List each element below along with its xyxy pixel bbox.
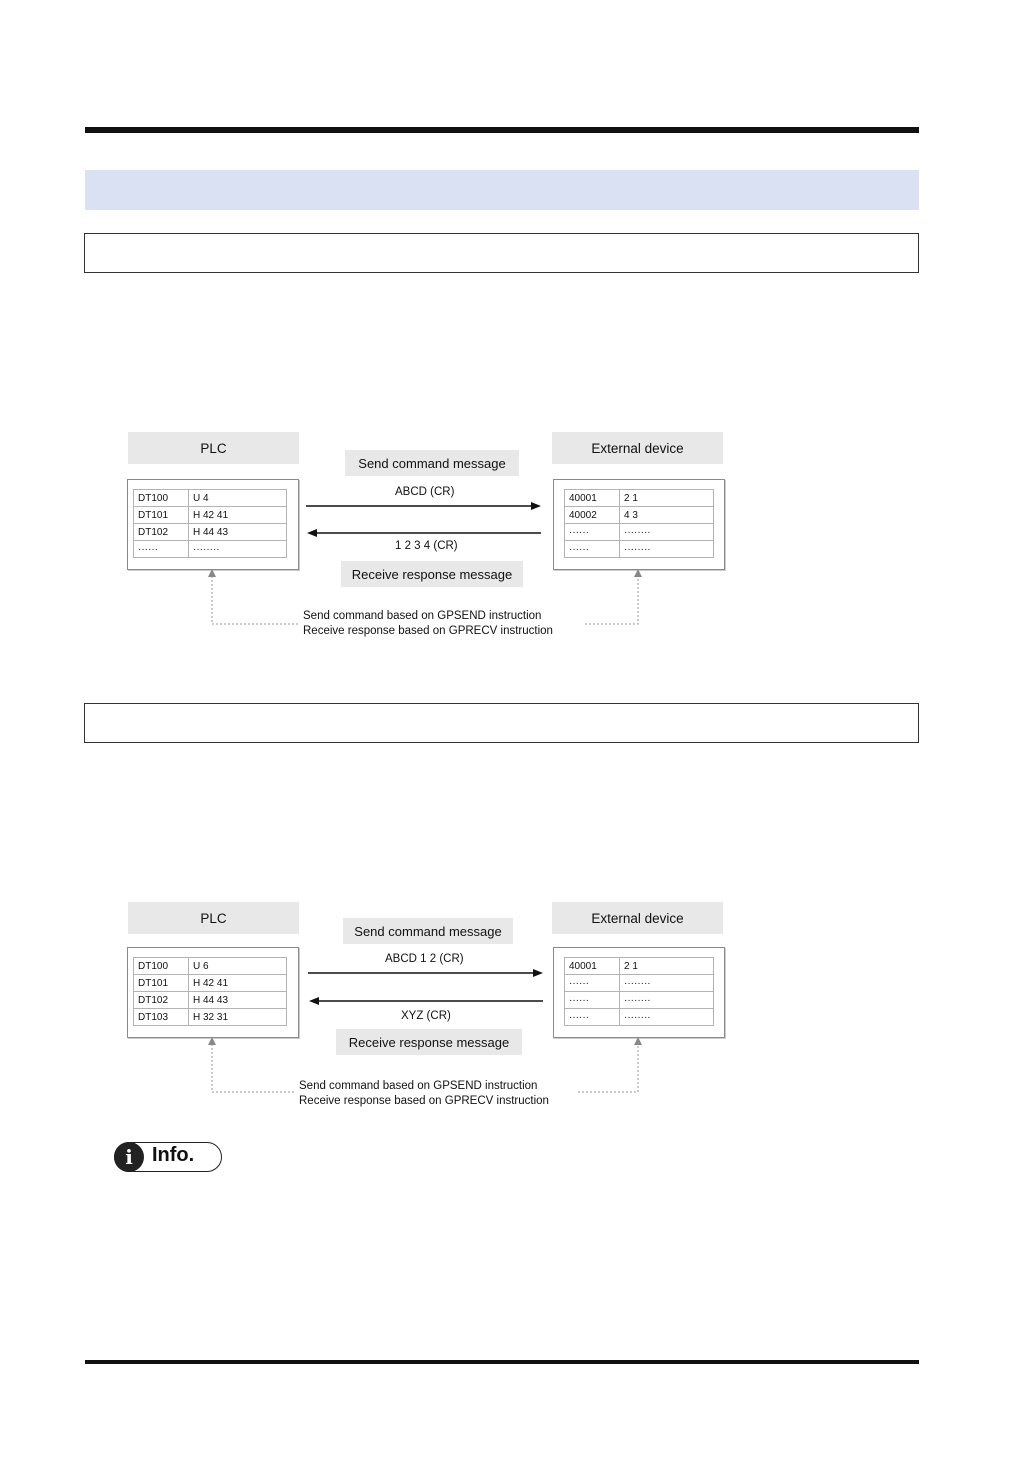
device-pointer-line: [585, 576, 638, 624]
register-address: DT100: [134, 958, 189, 975]
register-value: 4 3: [620, 507, 714, 524]
register-address: 40001: [565, 490, 620, 507]
register-address: ······: [565, 975, 620, 992]
send-command-label: Send command message: [343, 918, 513, 944]
external-device-header: External device: [552, 432, 723, 464]
plc-header: PLC: [128, 432, 299, 464]
instruction-note: [303, 609, 553, 639]
send-arrowhead: [533, 969, 543, 977]
register-value: ········: [620, 975, 714, 992]
info-badge: [114, 1142, 222, 1172]
register-value: 2 1: [620, 958, 714, 975]
plc-header: PLC: [128, 902, 299, 934]
plc-pointer-line: [212, 576, 298, 624]
register-value: U 6: [189, 958, 287, 975]
instruction-note-send: Send command based on GPSEND instruction: [303, 610, 542, 622]
instruction-note-receive: Receive response based on GPRECV instruction: [303, 625, 553, 637]
device-pointer-arrowhead: [634, 569, 642, 577]
info-label: Info.: [152, 1144, 195, 1166]
register-address: ······: [565, 524, 620, 541]
register-address: 40002: [565, 507, 620, 524]
device-pointer-line: [578, 1045, 638, 1092]
communication-diagram-2: [0, 900, 1032, 1120]
send-arrowhead: [531, 502, 541, 510]
register-value: H 42 41: [189, 975, 287, 992]
register-address: 40001: [565, 958, 620, 975]
register-value: ········: [189, 541, 287, 558]
register-value: H 32 31: [189, 1009, 287, 1026]
receive-data-label: XYZ (CR): [401, 1010, 451, 1022]
register-address: ······: [565, 541, 620, 558]
register-address: DT103: [134, 1009, 189, 1026]
plc-pointer-arrowhead: [208, 1037, 216, 1045]
register-address: DT100: [134, 490, 189, 507]
instruction-note-receive: Receive response based on GPRECV instruction: [299, 1095, 549, 1107]
top-rule: [85, 127, 919, 133]
subsection-frame-1: [84, 233, 919, 273]
communication-diagram-1: [0, 430, 1032, 650]
bottom-rule: [85, 1360, 919, 1364]
register-value: ········: [620, 524, 714, 541]
register-value: 2 1: [620, 490, 714, 507]
send-data-label: ABCD (CR): [395, 486, 455, 498]
register-address: DT102: [134, 992, 189, 1009]
send-command-label: Send command message: [345, 450, 519, 476]
send-data-label: ABCD 1 2 (CR): [385, 953, 464, 965]
register-address: ······: [565, 992, 620, 1009]
register-value: H 44 43: [189, 992, 287, 1009]
register-address: DT101: [134, 975, 189, 992]
register-value: U 4: [189, 490, 287, 507]
register-value: H 42 41: [189, 507, 287, 524]
receive-response-label: Receive response message: [336, 1029, 522, 1055]
register-value: ········: [620, 541, 714, 558]
register-value: H 44 43: [189, 524, 287, 541]
section-heading-band: [85, 170, 919, 210]
register-value: ········: [620, 992, 714, 1009]
receive-arrowhead: [309, 997, 319, 1005]
external-device-header: External device: [552, 902, 723, 934]
receive-data-label: 1 2 3 4 (CR): [395, 540, 458, 552]
register-address: ······: [134, 541, 189, 558]
subsection-frame-2: [84, 703, 919, 743]
info-icon: i: [114, 1142, 144, 1172]
register-value: ········: [620, 1009, 714, 1026]
register-address: ······: [565, 1009, 620, 1026]
receive-arrowhead: [307, 529, 317, 537]
receive-response-label: Receive response message: [341, 561, 523, 587]
device-pointer-arrowhead: [634, 1037, 642, 1045]
instruction-note: [299, 1079, 549, 1109]
register-address: DT101: [134, 507, 189, 524]
register-address: DT102: [134, 524, 189, 541]
plc-pointer-line: [212, 1045, 294, 1092]
instruction-note-send: Send command based on GPSEND instruction: [299, 1080, 538, 1092]
plc-pointer-arrowhead: [208, 569, 216, 577]
